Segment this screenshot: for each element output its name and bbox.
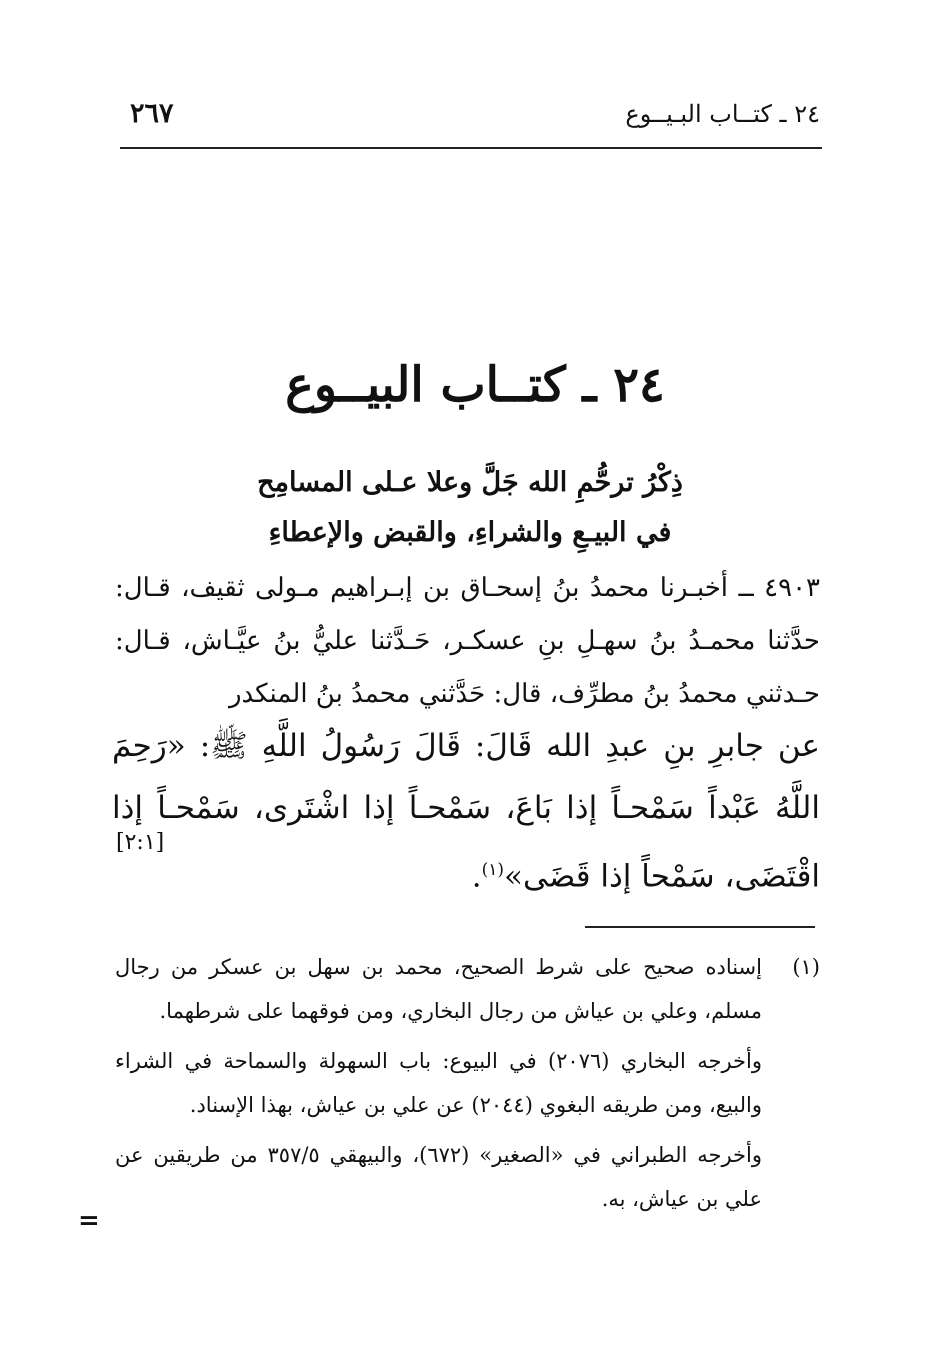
footnotes — [115, 945, 820, 1221]
footnote-divider — [585, 926, 815, 928]
footnote-paragraph-2-block — [115, 1039, 820, 1127]
matn-text: عن جابرِ بنِ عبدِ الله قَالَ: قَالَ رَسُولُ اللَّهِ ﷺ: «رَحِمَ اللَّهُ عَبْداً سَمْحـاً إذا بَاعَ، سَمْحـاً إذا اشْتَرى، سَمْحـاً إذا اقْتَضَى، سَمْحاً إذا قَضَى» — [112, 728, 820, 895]
section-heading-line-2: في البيـعِ والشراءِ، والقبض والإعطاءِ — [268, 517, 672, 548]
running-title: ٢٤ ـ كتــاب البـيــوع — [625, 100, 820, 128]
hadith-classification: [٢:١] — [116, 830, 165, 855]
footnote-paragraph-1: إسناده صحيح على شرط الصحيح، محمد بن سهل بن عسكر من رجال مسلم، وعلي بن عياش من رجال البخاري، ومن فوقهما على شرطهما. — [115, 955, 762, 1023]
section-heading-line-1: ذِكْرُ ترحُّمِ الله جَلَّ وعلا عـلى المسامِح — [257, 467, 683, 498]
continuation-mark: = — [78, 1206, 100, 1236]
running-header — [120, 96, 820, 140]
hadith-matn — [112, 715, 820, 907]
footnote-reference[interactable]: (١) — [481, 860, 505, 880]
footnote-marker: (١) — [792, 955, 820, 979]
page-number: ٢٦٧ — [130, 98, 174, 129]
header-divider — [120, 147, 822, 149]
matn-paragraph — [112, 715, 820, 907]
footnote-paragraph-3: وأخرجه الطبراني في «الصغير» (٦٧٢)، والبيهقي ٣٥٧/٥ من طريقين عن علي بن عياش، به. — [115, 1143, 762, 1211]
isnad-text: ٤٩٠٣ ــ أخبـرنا محمدُ بنُ إسحـاق بن إبـراهيم مـولى ثقيف، قـال: حدَّثنا محمـدُ بنُ سهـلِ بنِ عسكـر، حَـدَّثنا عليُّ بنُ عيَّـاش، قـال: حـدثني محمدُ بنُ مطرِّف، قال: حَدَّثني محمدُ بنُ المنكدر — [115, 573, 820, 709]
hadith-isnad — [115, 562, 820, 721]
footnote-paragraph-3-block — [115, 1133, 820, 1221]
section-heading — [120, 458, 820, 558]
matn-end-mark: . — [471, 858, 482, 895]
footnote-1 — [115, 945, 820, 1033]
footnote-paragraph-2: وأخرجه البخاري (٢٠٧٦) في البيوع: باب السهولة والسماحة في الشراء والبيع، ومن طريقه البغوي (٢٠٤٤) عن علي بن عياش، بهذا الإسناد. — [115, 1049, 762, 1117]
chapter-title: ٢٤ ـ كتــاب البيــوع — [285, 357, 665, 413]
